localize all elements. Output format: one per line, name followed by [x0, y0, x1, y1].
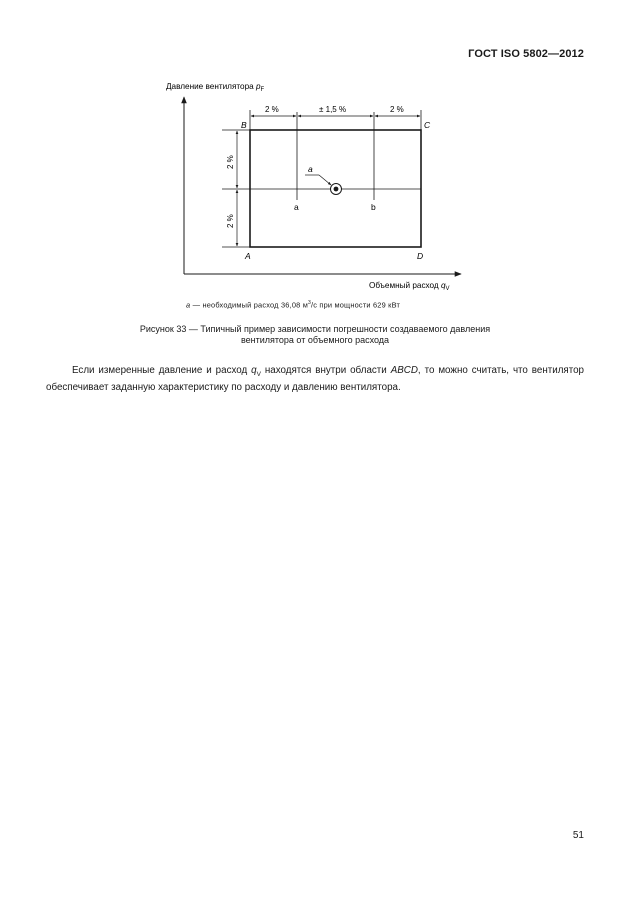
x-axis-label: Объемный расход $q_V$ [369, 281, 450, 292]
point-marker-label: a [308, 164, 313, 174]
body-paragraph: Если измеренные давление и расход $q_V$ находятся внутри области ABCD, то можно считать, что вентилятор обеспечивает заданную характеристику по расходу и давлению вентилятора. [46, 365, 585, 393]
line-a-label: a [294, 202, 299, 212]
page-number: 51 [572, 830, 584, 841]
caption-line-2: вентилятора от объемного расхода [240, 335, 390, 345]
corner-B: B [241, 120, 247, 130]
footnote-text: необходимый расход 36,08 м [202, 300, 308, 310]
dim-top-mid-label: ± 1,5 % [319, 105, 347, 114]
dim-top-right-label: 2 % [390, 105, 404, 114]
caption-line-1: Рисунок 33 — Типичный пример зависимости погрешности создаваемого давления [139, 324, 491, 334]
figure-footnote [186, 300, 400, 309]
line-b-label: b [371, 202, 376, 212]
dim-top-left-label: 2 % [265, 105, 279, 114]
footnote-dash: — [192, 300, 201, 310]
y-axis-label: Давление вентилятора $p_F$ [166, 82, 265, 93]
corner-D: D [417, 251, 424, 261]
dim-side-lower-label: 2 % [226, 214, 235, 228]
footnote-key: а [186, 300, 191, 310]
document-header: ГОСТ ISO 5802—2012 [468, 48, 584, 60]
corner-A: A [245, 251, 251, 261]
required-point-marker [305, 175, 342, 195]
corner-C: C [424, 120, 431, 130]
figure-caption [100, 324, 530, 346]
footnote-sup: 3 [307, 300, 311, 306]
footnote-text-2: /с при мощности 629 кВт [310, 300, 401, 310]
dim-side-upper-label: 2 % [226, 155, 235, 169]
